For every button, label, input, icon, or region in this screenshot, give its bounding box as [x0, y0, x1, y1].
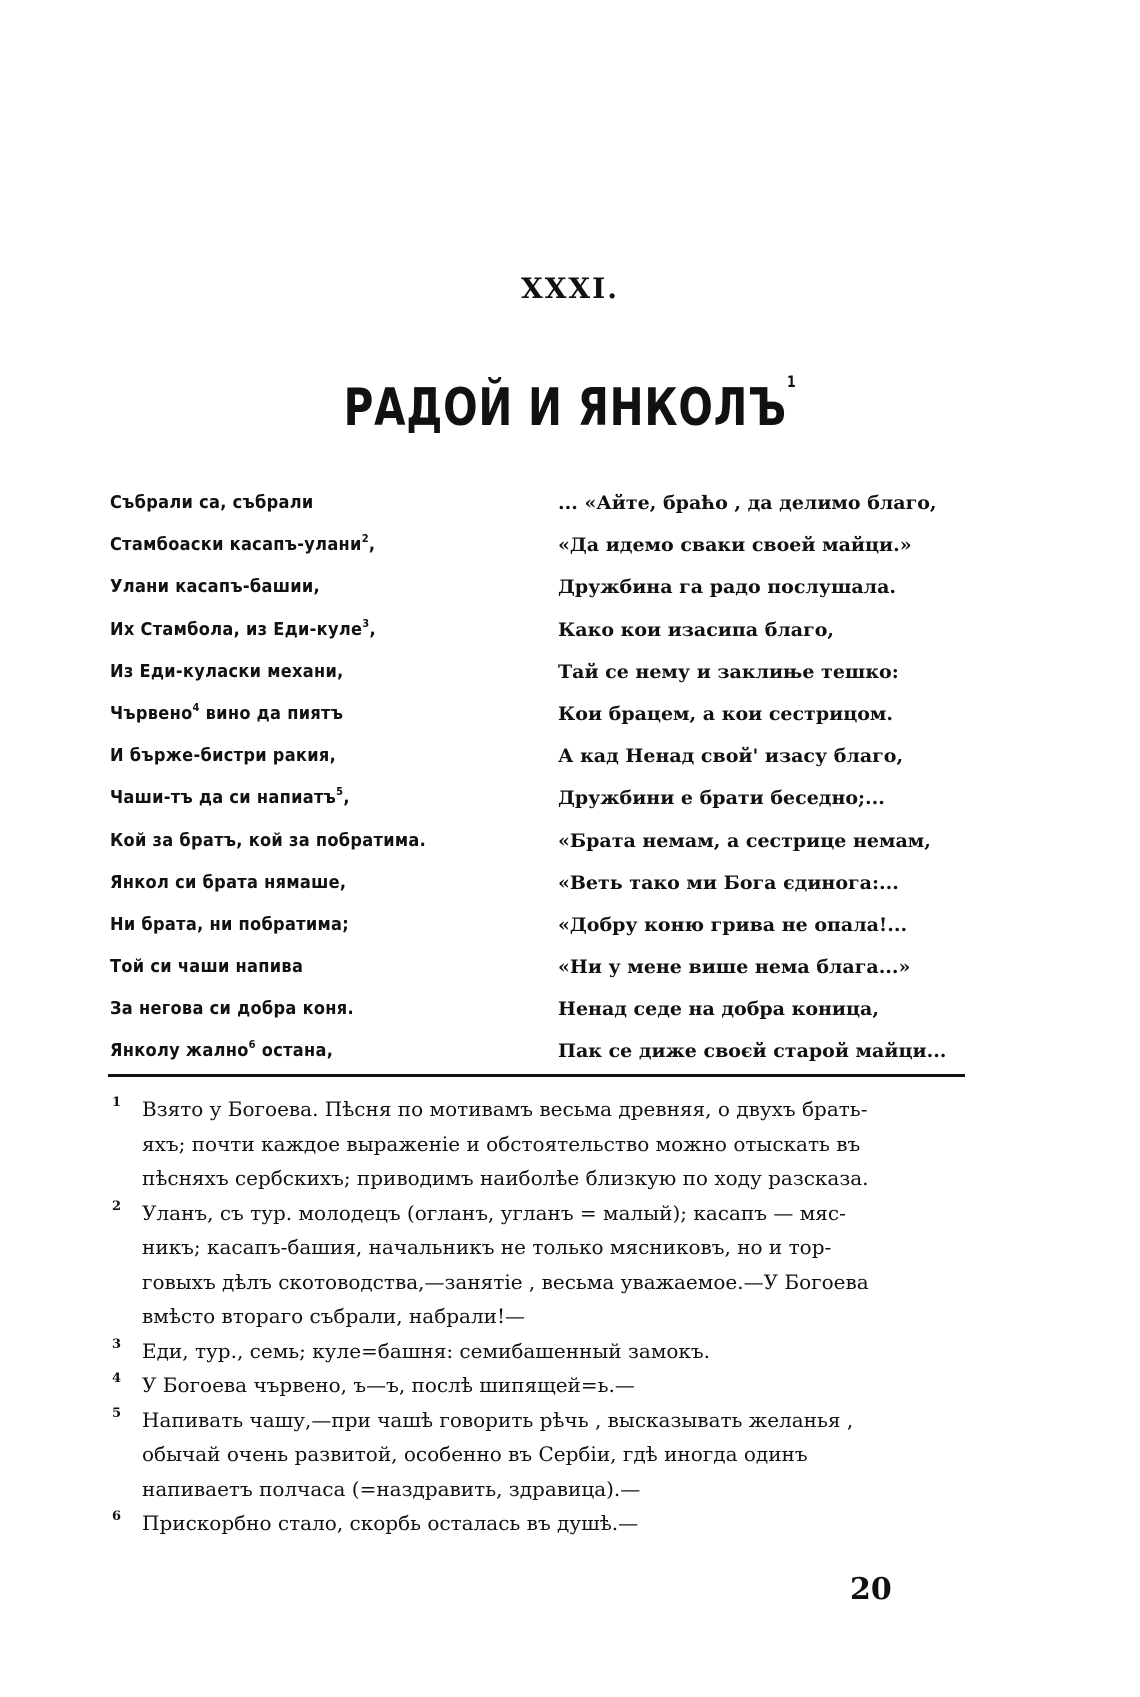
song-title	[125, 372, 1014, 438]
footnote-line: У Богоева чървено, ъ—ъ, послѣ шипящей=ь.—	[142, 1373, 635, 1397]
footnote-divider	[108, 1074, 965, 1077]
poem-line-text: Янкол си брата нямаше,	[110, 871, 347, 893]
poem-line	[110, 1030, 540, 1072]
footnote-line: яхъ; почти каждое выраженіе и обстоятельство можно отыскать въ	[142, 1131, 861, 1156]
footnote-line: пѣсняхъ сербскихъ; приводимъ наиболѣе близкую по ходу разсказа.	[142, 1166, 869, 1190]
poem-line-text: Той си чаши напива	[110, 956, 304, 978]
poem-line	[110, 609, 540, 651]
footnote	[112, 1092, 972, 1196]
poem-line-tail: ,	[343, 787, 350, 809]
poem-line: «Добру коню грива не опала!...	[558, 913, 908, 936]
footnote	[112, 1334, 972, 1369]
poem-line: Дружбина га радо послушала.	[558, 576, 897, 599]
footnote	[112, 1368, 972, 1403]
footnote-line: Еди, тур., семь; куле=башня: семибашенный замокъ.	[142, 1338, 711, 1363]
footnote-line: обычай очень развитой, особенно въ Сербіи, гдѣ иногда одинъ	[142, 1442, 808, 1466]
footnote-text	[142, 1334, 972, 1369]
poem-line	[110, 524, 540, 566]
poem-line-text: Янколу жално	[110, 1040, 249, 1062]
poem-line-text: Чървено	[110, 702, 193, 724]
poem-line: А кад Ненад свой' изасу благо,	[558, 745, 904, 768]
footnote-ref: 2	[361, 532, 369, 546]
poem-line-tail: вино да пиятъ	[199, 702, 344, 724]
footnote-text	[142, 1092, 972, 1196]
poem-line-text: Чаши-тъ да си напиатъ	[110, 787, 337, 809]
poem-line: Кои брацем, а кои сестрицом.	[558, 702, 894, 725]
poem-line	[110, 988, 540, 1030]
page-number: 20	[850, 1572, 892, 1607]
poem-line: ... «Айте, браћо , да делимо благо,	[558, 492, 937, 514]
poem-line: «Да идемо сваки своей майци.»	[558, 534, 912, 557]
footnote-line: Уланъ, съ тур. молодецъ (огланъ, угланъ = малый); касапъ — мяс-	[142, 1200, 846, 1225]
footnote-line: вмѣсто втораго събрали, набрали!—	[142, 1304, 526, 1328]
song-title-text: РАДОЙ И ЯНКОЛЪ	[343, 378, 787, 438]
poem-line: Ненад седе на добра коница,	[558, 998, 879, 1021]
poem-right-column	[558, 482, 1008, 1073]
footnote-mark: 6	[112, 1509, 122, 1524]
poem-line-text: За негова си добра коня.	[110, 998, 354, 1020]
footnote-line: Напивать чашу,—при чашѣ говорить рѣчь , высказывать желанья ,	[142, 1407, 854, 1432]
poem-line	[110, 820, 540, 862]
poem-line: «Веть тако ми Бога єдинога:...	[558, 871, 899, 894]
poem-line-tail: ,	[368, 534, 376, 556]
poem-line-text: Събрали са, събрали	[110, 492, 314, 513]
poem-line: Пак се диже своєй старой майци...	[558, 1040, 947, 1063]
poem-line: Како кои изасипа благо,	[558, 618, 835, 641]
poem-line	[110, 946, 540, 988]
footnote	[112, 1403, 972, 1507]
poem-line	[110, 566, 540, 608]
footnote-ref: 6	[248, 1038, 256, 1052]
footnotes	[112, 1092, 972, 1541]
footnote-text	[142, 1506, 972, 1541]
footnote-mark: 4	[112, 1371, 122, 1386]
poem-line	[110, 777, 540, 819]
footnote-text	[142, 1196, 972, 1334]
poem-line-tail: остана,	[255, 1040, 334, 1062]
footnote-line: Взято у Богоева. Пѣсня по мотивамъ весьма древняя, о двухъ брать-	[142, 1097, 868, 1121]
poem-line-text: И бърже-бистри ракия,	[110, 745, 337, 767]
footnote-text	[142, 1403, 972, 1507]
poem-line-text: Кой за братъ, кой за побратима.	[110, 829, 427, 851]
footnote-mark: 3	[112, 1336, 122, 1352]
title-footnote-mark: 1	[786, 372, 797, 391]
poem-left-column	[110, 482, 540, 1073]
poem-line-text: Улани касапъ-башии,	[110, 576, 320, 598]
poem-line-text: Их Стамбола, из Еди-куле	[110, 618, 363, 640]
poem-line	[110, 693, 540, 735]
footnote-line: никъ; касапъ-башия, начальникъ не только мясниковъ, но и тор-	[142, 1235, 832, 1259]
footnote-line: Прискорбно стало, скорбь осталась въ душѣ.—	[142, 1511, 639, 1535]
poem-line-text: Стамбоаски касапъ-улани	[110, 534, 362, 556]
footnote-mark: 1	[112, 1095, 122, 1110]
poem-line	[110, 735, 540, 777]
poem-line	[110, 651, 540, 693]
footnote-ref: 3	[362, 616, 370, 630]
footnote-mark: 5	[112, 1405, 122, 1421]
footnote-ref: 4	[192, 700, 200, 714]
poem-line-text: Ни брата, ни побратима;	[110, 913, 350, 935]
footnote-ref: 5	[336, 785, 344, 799]
poem-line: Дружбини е брати беседно;...	[558, 787, 885, 810]
footnote	[112, 1506, 972, 1541]
poem-line-text: Из Еди-куласки механи,	[110, 660, 344, 682]
poem-line: «Брата немам, а сестрице немам,	[558, 829, 931, 852]
poem-line	[110, 482, 540, 524]
poem-line	[110, 904, 540, 946]
poem-line: Тай се нему и заклиње тешко:	[558, 660, 899, 683]
footnote-line: напиваетъ полчаса (=наздравить, здравица).—	[142, 1476, 641, 1501]
poem-line: «Ни у мене више нема блага...»	[558, 956, 911, 979]
poem-line	[110, 862, 540, 904]
footnote	[112, 1196, 972, 1334]
footnote-mark: 2	[112, 1198, 122, 1214]
footnote-line: говыхъ дѣлъ скотоводства,—занятіе , весьма уважаемое.—У Богоева	[142, 1269, 869, 1294]
footnote-text	[142, 1368, 972, 1403]
song-number: XXXI.	[520, 272, 620, 305]
poem-line-tail: ,	[369, 618, 376, 640]
